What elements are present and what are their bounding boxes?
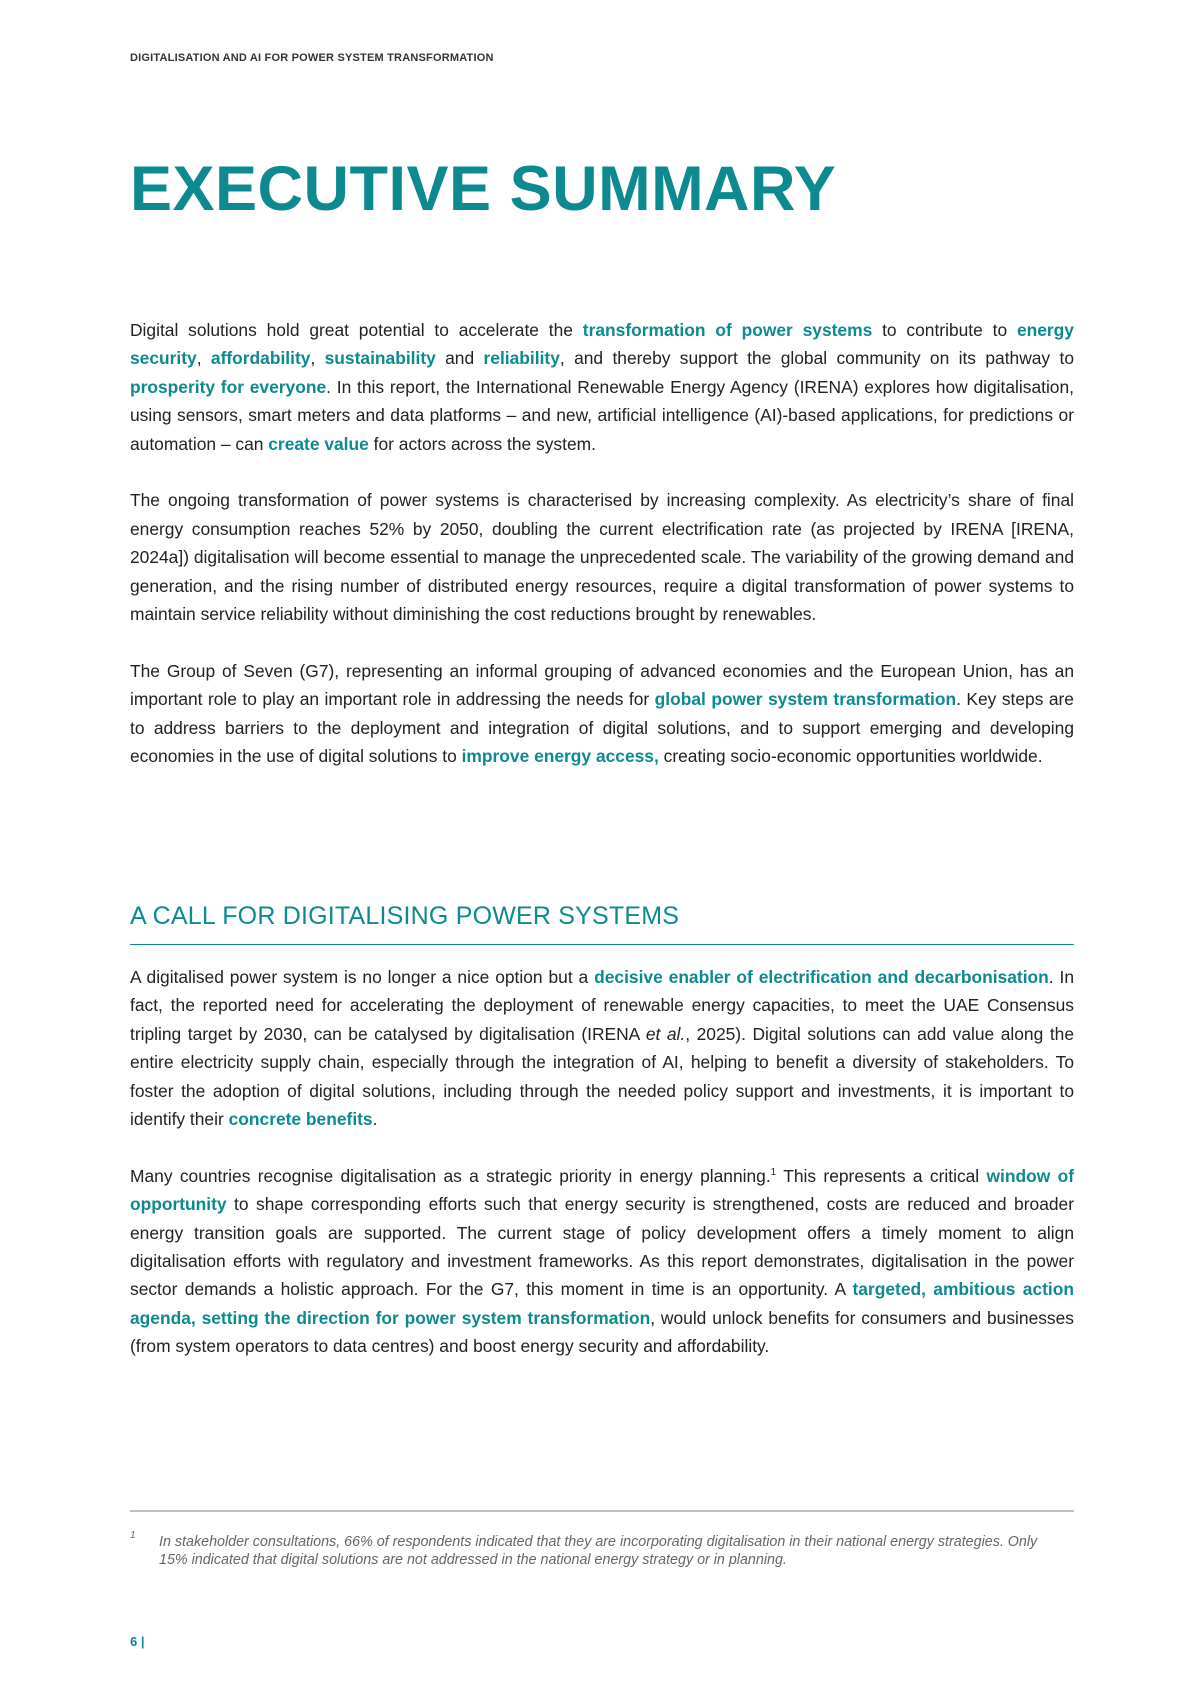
highlight-decisive-enabler: decisive enabler of electrification and decarbonisation bbox=[594, 967, 1049, 987]
intro-paragraph-3: The Group of Seven (G7), representing an informal grouping of advanced economies and the European Union, has an important role to play an important role in addressing the needs for global power system transformation. Key steps are to address barriers to the deployment and integration of digital solutions, and to support emerging and developing economies in the use of digital solutions to improve energy access, creating socio-economic opportunities worldwide. bbox=[130, 660, 1074, 767]
section-block bbox=[130, 963, 1074, 1389]
highlight-concrete-benefits: concrete benefits bbox=[228, 1109, 373, 1130]
section-title: A CALL FOR DIGITALISING POWER SYSTEMS bbox=[130, 902, 680, 930]
highlight-prosperity: prosperity for everyone bbox=[130, 376, 327, 397]
section-paragraph-2: Many countries recognise digitalisation as a strategic priority in energy planning.$^1$ This represents a critical window of opportunity to shape corresponding efforts such that energy security is strengthened, costs are reduced and broader energy transition goals are supported. The current stage of policy development offers a timely moment to align digitalisation efforts with regulatory and investment frameworks. As this report demonstrates, digitalisation in the power sector demands a holistic approach. For the G7, this moment in time is an opportunity. A targeted, ambitious action agenda, setting the direction for power system transformation, would unlock benefits for consumers and businesses (from system operators to data centres) and boost energy security and affordability. bbox=[130, 1165, 1074, 1357]
highlight-energy-access: improve energy access, bbox=[461, 746, 659, 767]
highlight-transformation: transformation of power systems bbox=[582, 320, 873, 340]
highlight-window-of-opportunity: window of opportunity bbox=[130, 1165, 1074, 1215]
footnote-reference[interactable]: 1 bbox=[770, 1167, 777, 1179]
section-paragraph-1: A digitalised power system is no longer a nice option but a decisive enabler of electrification and decarbonisation. In fact, the reported need for accelerating the deployment of renewable energy capacities, to meet the UAE Consensus tripling target by 2030, can be catalysed by digitalisation (IRENA et al., 2025). Digital solutions can add value along the entire electricity supply chain, especially through the integration of AI, helping to benefit a diversity of stakeholders. To foster the adoption of digital solutions, including through the needed policy support and investments, it is important to identify their concrete benefits. bbox=[130, 967, 1075, 1130]
highlight-create-value: create value bbox=[268, 433, 369, 454]
highlight-action-agenda: targeted, ambitious action agenda, setting the direction for power system transformation bbox=[130, 1279, 1074, 1328]
footnote-divider bbox=[130, 1510, 1074, 1512]
highlight-sustainability: sustainability bbox=[324, 348, 436, 369]
running-header: DIGITALISATION AND AI FOR POWER SYSTEM TRANSFORMATION bbox=[130, 52, 494, 64]
highlight-energy-security: energy security bbox=[130, 320, 1074, 369]
intro-block bbox=[130, 316, 1074, 799]
highlight-global-transformation: global power system transformation bbox=[654, 689, 957, 710]
footnote-marker: 1 bbox=[130, 1530, 136, 1541]
page-title: EXECUTIVE SUMMARY bbox=[130, 154, 837, 224]
highlight-reliability: reliability bbox=[483, 348, 560, 369]
highlight-affordability: affordability bbox=[210, 348, 311, 369]
intro-paragraph-1: Digital solutions hold great potential to accelerate the transformation of power systems to contribute to energy security, affordability, sustainability and reliability, and thereby support the global community on its pathway to prosperity for everyone. In this report, the International Renewable Energy Agency (IRENA) explores how digitalisation, using sensors, smart meters and data platforms – and new, artificial intelligence (AI)-based applications, for predictions or automation – can create value for actors across the system. bbox=[130, 320, 1074, 454]
section-divider bbox=[130, 944, 1074, 945]
intro-paragraph-2: The ongoing transformation of power systems is characterised by increasing complexity. As electricity’s share of final energy consumption reaches 52% by 2050, doubling the current electrification rate (as projected by IRENA [IRENA, 2024a]) digitalisation will become essential to manage the unprecedented scale. The variability of the growing demand and generation, and the rising number of distributed energy resources, require a digital transformation of power systems to maintain service reliability without diminishing the cost reductions brought by renewables. bbox=[130, 490, 1074, 625]
page-number: 6 | bbox=[130, 1634, 145, 1649]
footnote-text: In stakeholder consultations, 66% of respondents indicated that they are incorporating digitalisation in their national energy strategies. Only 15% indicated that digital solutions are not addressed in the national energy strategy or in planning. bbox=[159, 1534, 1038, 1569]
